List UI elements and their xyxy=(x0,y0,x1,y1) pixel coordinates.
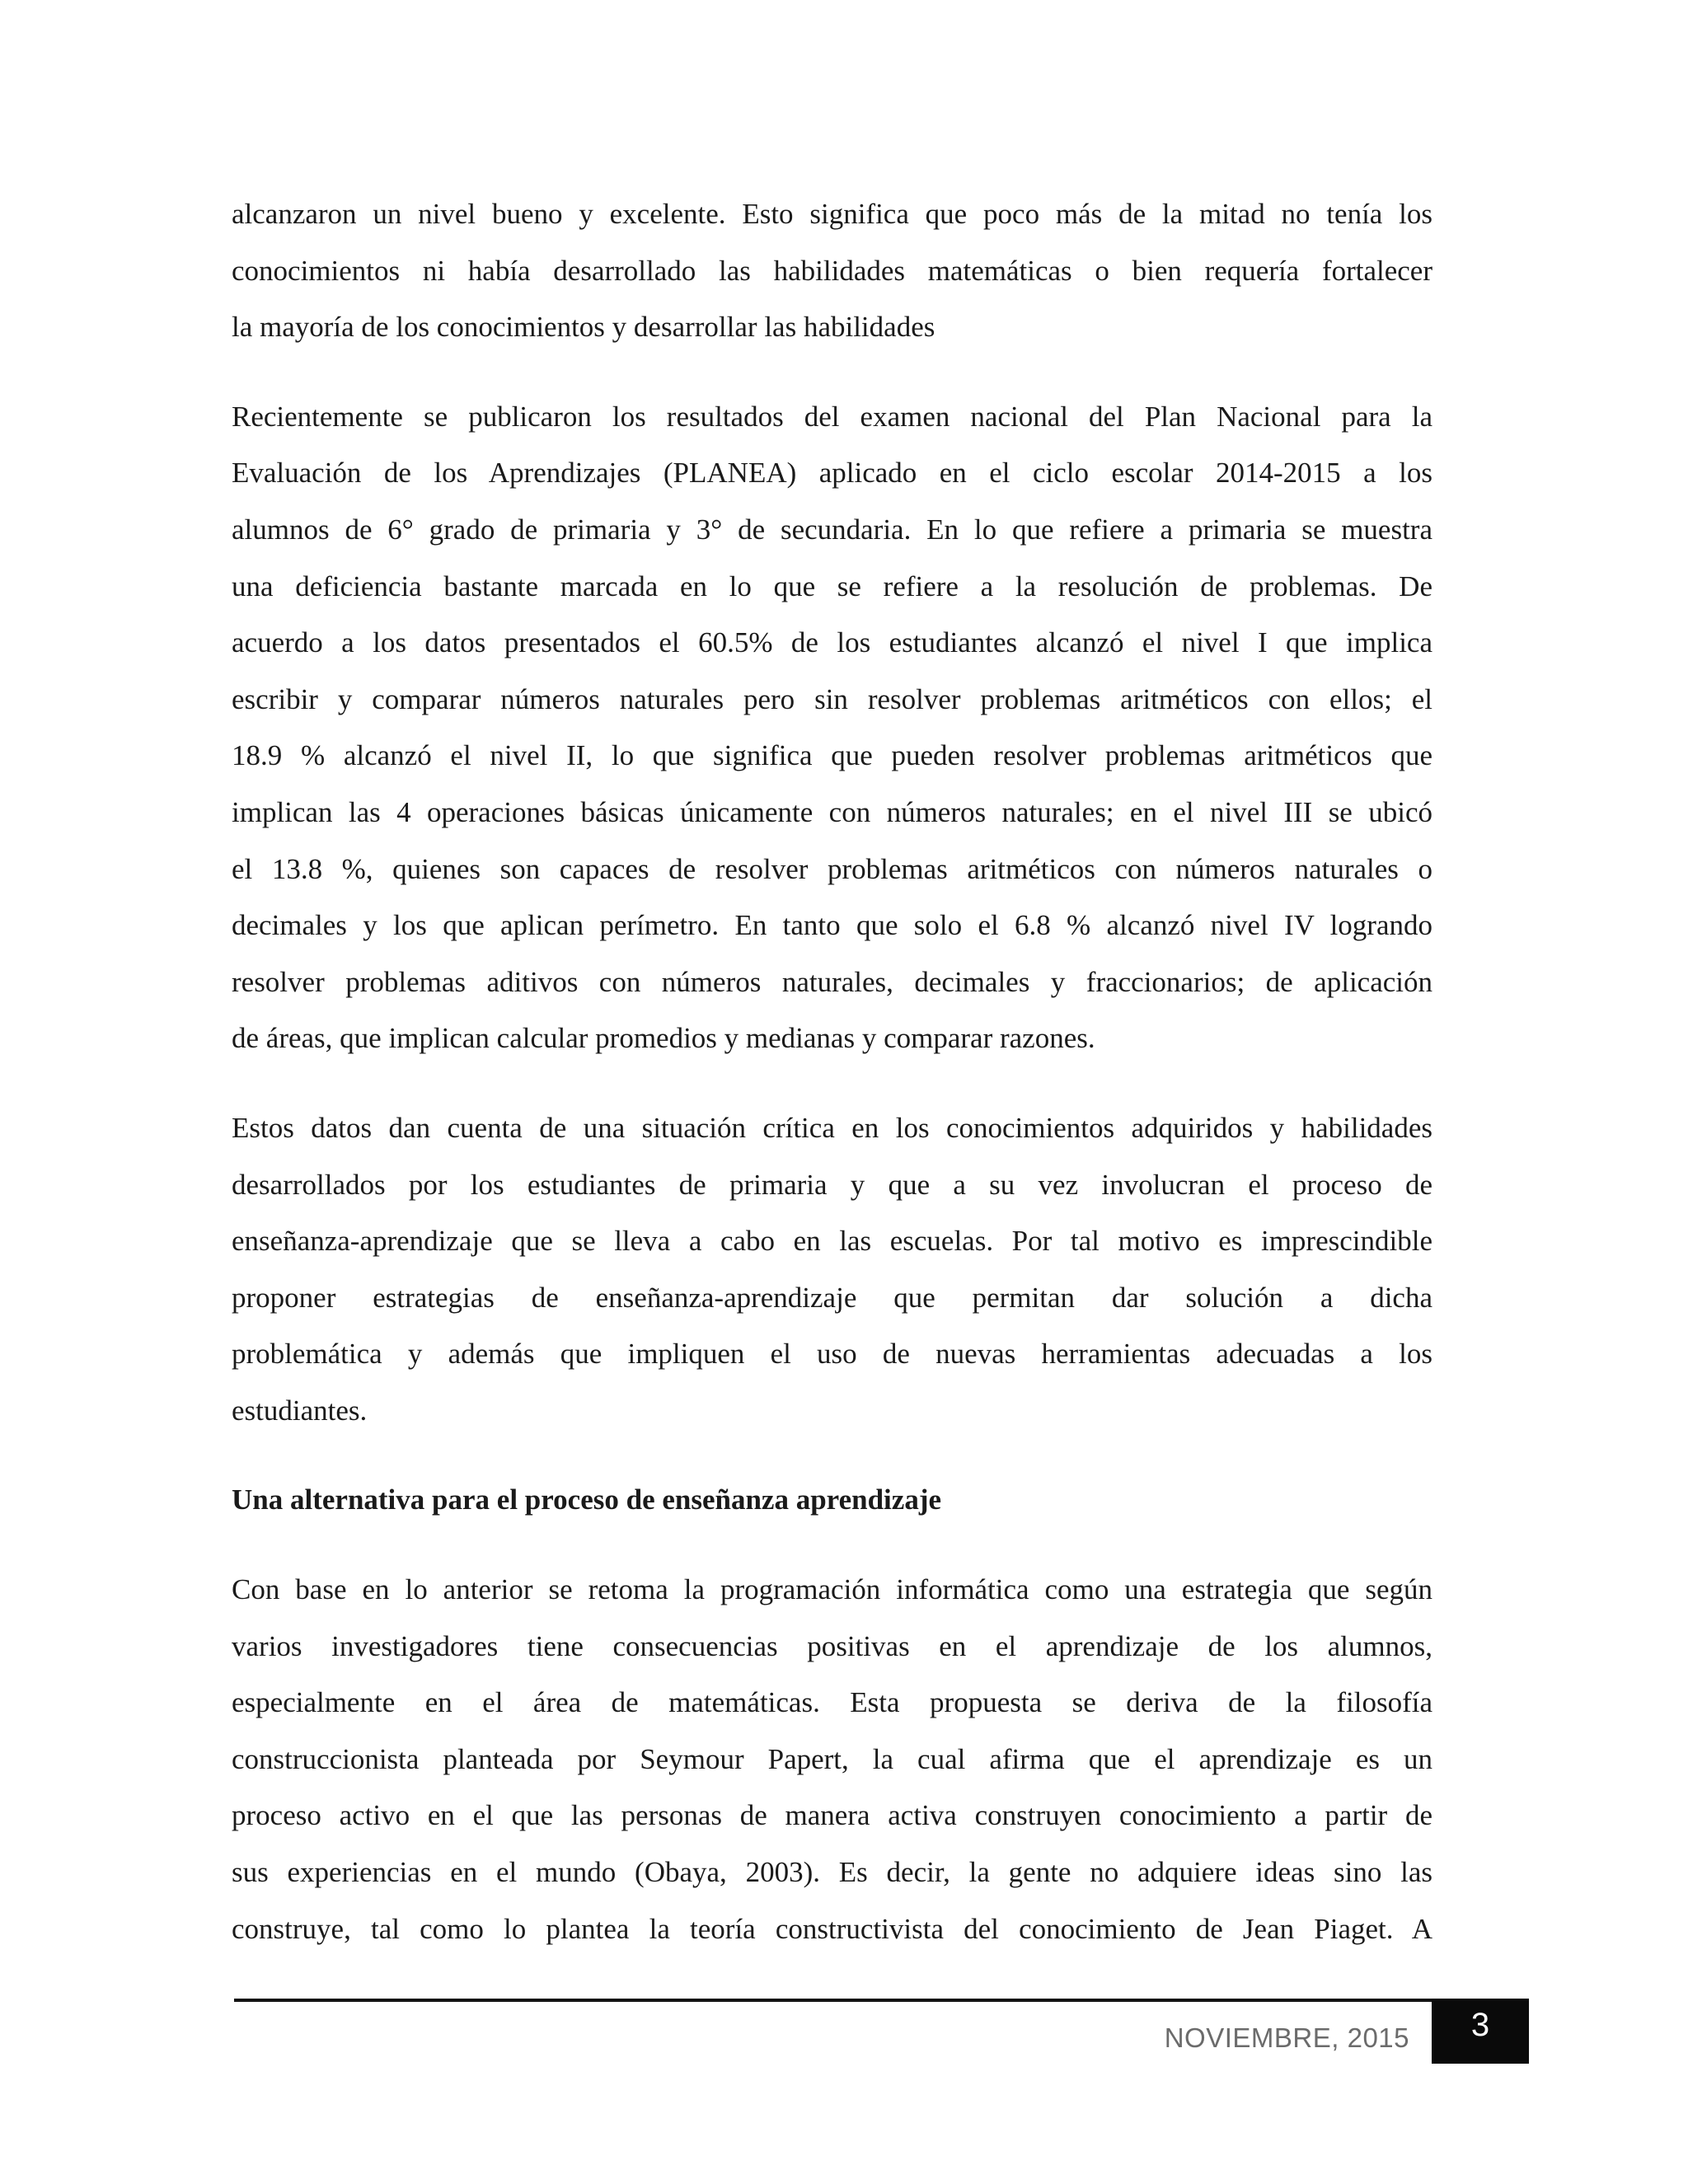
text-line: proponer estrategias de enseñanza-aprendizaje que permitan dar solución a dicha xyxy=(232,1281,1432,1314)
text-line: la mayoría de los conocimientos y desarrollar las habilidades xyxy=(232,311,935,344)
paragraph-2 xyxy=(232,389,1432,1067)
text-line: sus experiencias en el mundo (Obaya, 2003). Es decir, la gente no adquiere ideas sino las xyxy=(232,1856,1432,1889)
text-line: Estos datos dan cuenta de una situación crítica en los conocimientos adquiridos y habilidades xyxy=(232,1111,1432,1144)
page-number: 3 xyxy=(1432,1999,1529,2064)
text-line: una deficiencia bastante marcada en lo que se refiere a la resolución de problemas. De xyxy=(232,569,1432,602)
text-line: Evaluación de los Aprendizajes (PLANEA) aplicado en el ciclo escolar 2014-2015 a los xyxy=(232,457,1432,490)
paragraph-spacer xyxy=(232,1529,1432,1562)
paragraph-1 xyxy=(232,186,1432,356)
section-heading: Una alternativa para el proceso de enseñanza aprendizaje xyxy=(232,1483,942,1516)
text-line: varios investigadores tiene consecuencias positivas en el aprendizaje de los alumnos, xyxy=(232,1629,1432,1662)
text-line: conocimientos ni había desarrollado las habilidades matemáticas o bien requería fortalecer xyxy=(232,254,1432,287)
text-line: Con base en lo anterior se retoma la programación informática como una estrategia que según xyxy=(232,1573,1432,1606)
text-line: proceso activo en el que las personas de manera activa construyen conocimiento a partir de xyxy=(232,1799,1432,1832)
text-line: enseñanza-aprendizaje que se lleva a cabo en las escuelas. Por tal motivo es imprescindible xyxy=(232,1225,1432,1258)
text-line: acuerdo a los datos presentados el 60.5% de los estudiantes alcanzó el nivel I que implica xyxy=(232,626,1432,659)
paragraph-spacer xyxy=(232,1067,1432,1100)
text-line: estudiantes. xyxy=(232,1394,368,1427)
paragraph-4 xyxy=(232,1562,1432,1957)
paragraph-spacer xyxy=(232,1439,1432,1472)
paragraph-spacer xyxy=(232,356,1432,389)
text-line: problemática y además que impliquen el uso de nuevas herramientas adecuadas a los xyxy=(232,1338,1432,1371)
text-line: Recientemente se publicaron los resultados del examen nacional del Plan Nacional para la xyxy=(232,400,1432,433)
footer-divider xyxy=(234,1999,1433,2002)
text-line: resolver problemas aditivos con números naturales, decimales y fraccionarios; de aplicación xyxy=(232,965,1432,998)
footer-date: NOVIEMBRE, 2015 xyxy=(1164,2022,1409,2053)
text-line: especialmente en el área de matemáticas. Esta propuesta se deriva de la filosofía xyxy=(232,1686,1432,1719)
text-line: escribir y comparar números naturales pero sin resolver problemas aritméticos con ellos; el xyxy=(232,682,1432,715)
text-line: construye, tal como lo plantea la teoría constructivista del conocimiento de Jean Piaget. A xyxy=(232,1912,1432,1945)
text-line: construccionista planteada por Seymour Papert, la cual afirma que el aprendizaje es un xyxy=(232,1742,1432,1775)
text-line: de áreas, que implican calcular promedios y medianas y comparar razones. xyxy=(232,1022,1095,1055)
text-line: implican las 4 operaciones básicas únicamente con números naturales; en el nivel III se ubicó xyxy=(232,795,1432,828)
text-line: alumnos de 6° grado de primaria y 3° de secundaria. En lo que refiere a primaria se muestra xyxy=(232,513,1432,546)
paragraph-3 xyxy=(232,1100,1432,1440)
text-line: desarrollados por los estudiantes de primaria y que a su vez involucran el proceso de xyxy=(232,1168,1432,1201)
text-line: el 13.8 %, quienes son capaces de resolver problemas aritméticos con números naturales o xyxy=(232,852,1432,885)
text-line: decimales y los que aplican perímetro. En tanto que solo el 6.8 % alcanzó nivel IV logrando xyxy=(232,909,1432,942)
document-body xyxy=(232,186,1432,1957)
text-line: alcanzaron un nivel bueno y excelente. Esto significa que poco más de la mitad no tenía los xyxy=(232,198,1432,230)
text-line: 18.9 % alcanzó el nivel II, lo que significa que pueden resolver problemas aritméticos que xyxy=(232,739,1432,772)
